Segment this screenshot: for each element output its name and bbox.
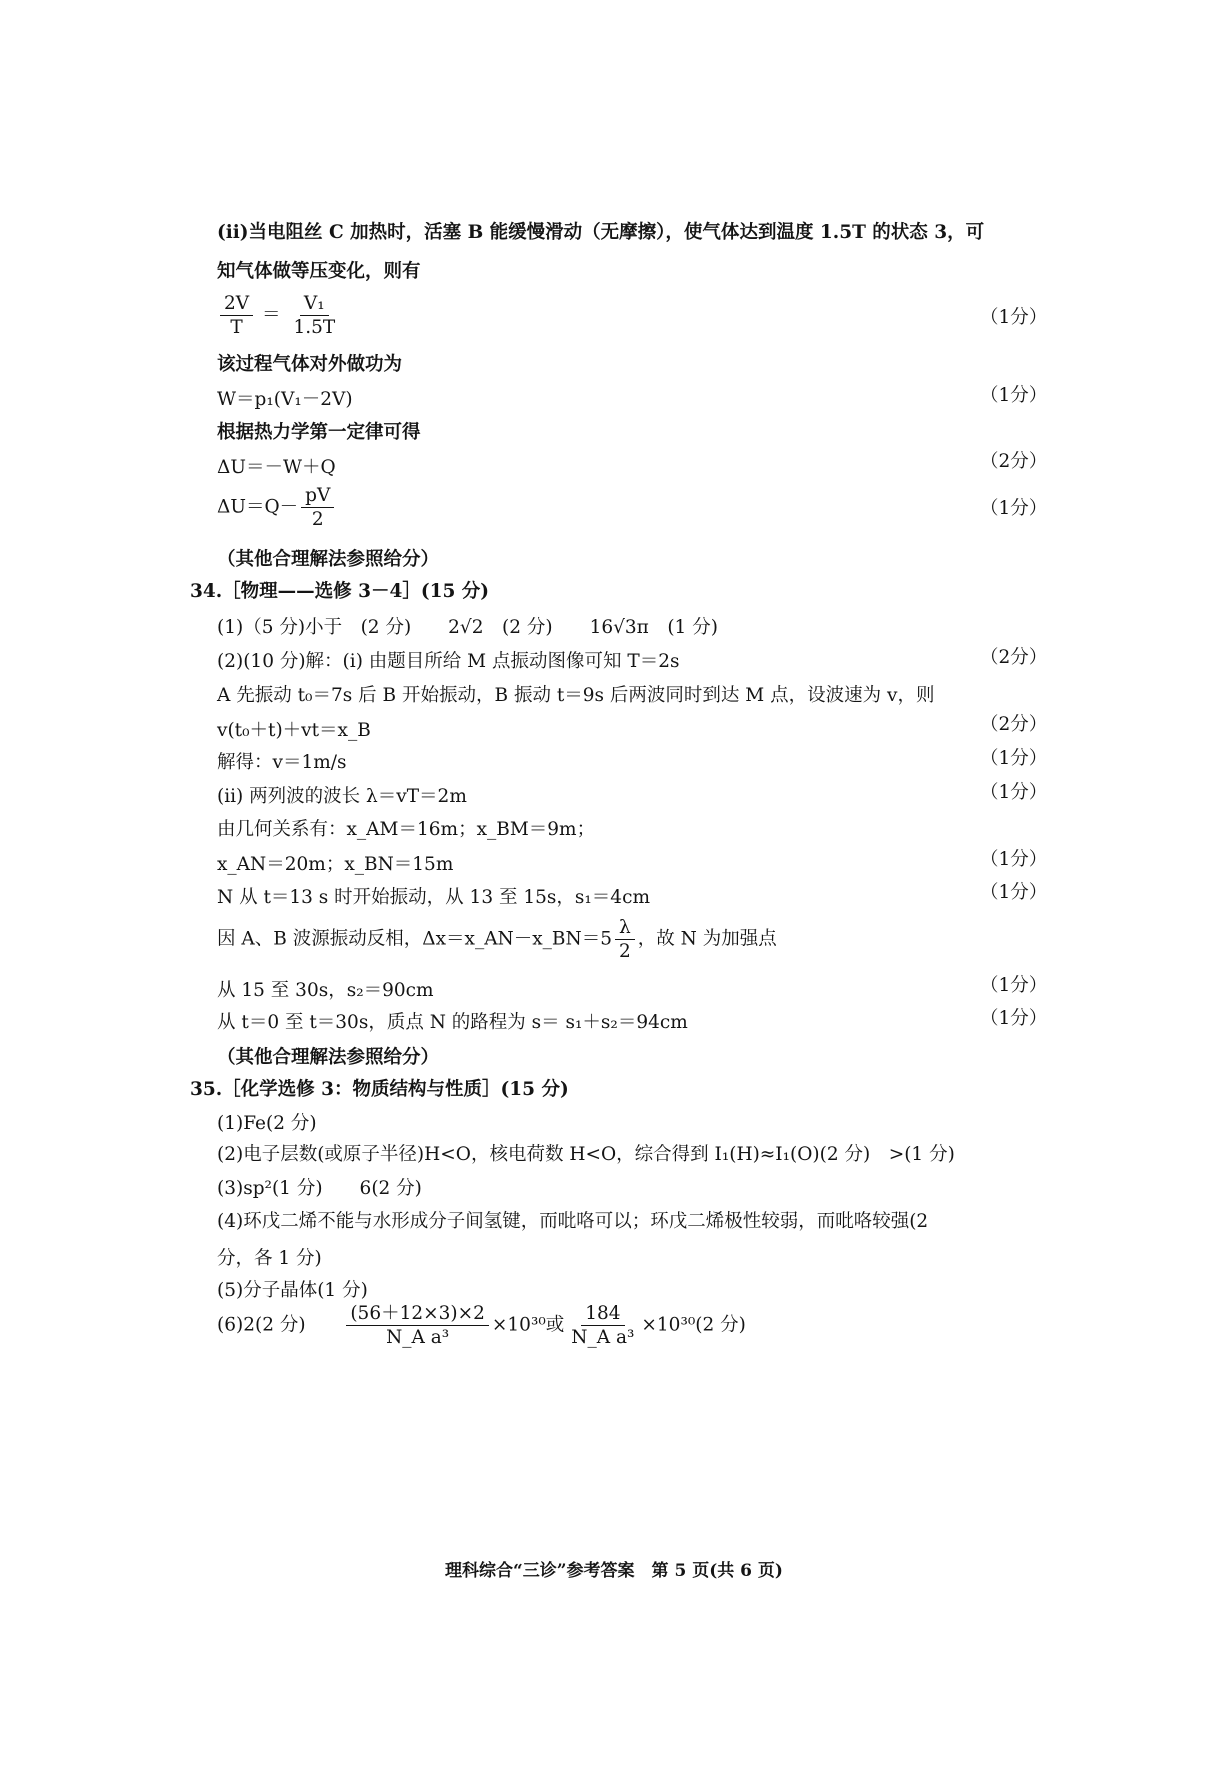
- equation: $\frac{2V}{T}$ ＝ $\frac{\text{V₁}}{1.5T}$: [217, 292, 342, 339]
- equation: v(t₀＋t)＋vt＝x_B: [217, 720, 371, 741]
- score-label: （1分）: [980, 1008, 1048, 1029]
- text-line: (1)（5 分)小于 (2 分) 2√2 (2 分) 16√3π (1 分): [217, 617, 718, 638]
- score-label: （1分）: [980, 782, 1048, 803]
- section-title: 34.［物理——选修 3－4］(15 分): [190, 581, 490, 602]
- section-title: 35.［化学选修 3：物质结构与性质］(15 分): [190, 1079, 569, 1100]
- text-line: 由几何关系有：x_AM＝16m；x_BM＝9m；: [217, 819, 596, 840]
- text-line: (2)电子层数(或原子半径)H<O，核电荷数 H<O，综合得到 I₁(H)≈I₁(O)(2 分) >(1 分): [217, 1144, 955, 1165]
- text-line: A 先振动 t₀＝7s 后 B 开始振动，B 振动 t＝9s 后两波同时到达 M 点，设波速为 v，则: [217, 685, 935, 706]
- text-line: (1)Fe(2 分): [217, 1113, 317, 1134]
- score-label: （2分）: [980, 451, 1048, 472]
- score-label: （1分）: [980, 882, 1048, 903]
- text-line: (2)(10 分)解：(i) 由题目所给 M 点振动图像可知 T＝2s: [217, 651, 680, 672]
- equation: ΔU＝－W＋Q: [217, 457, 336, 478]
- score-label: （1分）: [980, 849, 1048, 870]
- text-line: (ii)当电阻丝 C 加热时，活塞 B 能缓慢滑动（无摩擦），使气体达到温度 1.5T 的状态 3，可: [217, 222, 985, 243]
- score-label: （2分）: [980, 647, 1048, 668]
- note: （其他合理解法参照给分）: [217, 1047, 440, 1068]
- text-line: (5)分子晶体(1 分): [217, 1280, 368, 1301]
- text-line: 知气体做等压变化，则有: [217, 261, 421, 282]
- text-line: 该过程气体对外做功为: [217, 354, 403, 375]
- score-label: （1分）: [980, 498, 1048, 519]
- text-line: (ii) 两列波的波长 λ＝vT＝2m: [217, 786, 467, 807]
- note: （其他合理解法参照给分）: [217, 549, 440, 570]
- text-line: (4)环戊二烯不能与水形成分子间氢键，而吡咯可以；环戊二烯极性较弱，而吡咯较强(2: [217, 1211, 929, 1232]
- text-line: (3)sp²(1 分) 6(2 分): [217, 1178, 422, 1199]
- equation: ΔU＝Q－ $\frac{pV}{2}$: [217, 484, 337, 531]
- text-line: 分，各 1 分): [217, 1248, 322, 1269]
- score-label: （1分）: [980, 748, 1048, 769]
- text-line: N 从 t＝13 s 时开始振动，从 13 至 15s，s₁＝4cm: [217, 887, 650, 908]
- equation: (6)2(2 分) $\frac{(56+12\times 3)\times 2}{\text{N\_A a³}}$ ×10³⁰或 $\frac{184}{\text{N\_A a³}}$ ×10³⁰(2 分): [217, 1303, 746, 1349]
- text-line: 解得：v＝1m/s: [217, 752, 347, 773]
- text-line: x_AN＝20m；x_BN＝15m: [217, 854, 454, 875]
- equation: 因 A、B 波源振动反相，Δx＝x_AN－x_BN＝5 $\frac{\lambda}{2}$ ，故 N 为加强点: [217, 917, 777, 963]
- text-line: 根据热力学第一定律可得: [217, 422, 421, 443]
- text-line: 从 15 至 30s，s₂＝90cm: [217, 980, 434, 1001]
- equation: W＝p₁(V₁－2V): [217, 389, 353, 410]
- score-label: （2分）: [980, 714, 1048, 735]
- score-label: （1分）: [980, 307, 1048, 328]
- score-label: （1分）: [980, 385, 1048, 406]
- page-footer: 理科综合“三诊”参考答案 第 5 页(共 6 页): [445, 1561, 783, 1581]
- score-label: （1分）: [980, 975, 1048, 996]
- text-line: 从 t＝0 至 t＝30s，质点 N 的路程为 s＝ s₁＋s₂＝94cm: [217, 1012, 688, 1033]
